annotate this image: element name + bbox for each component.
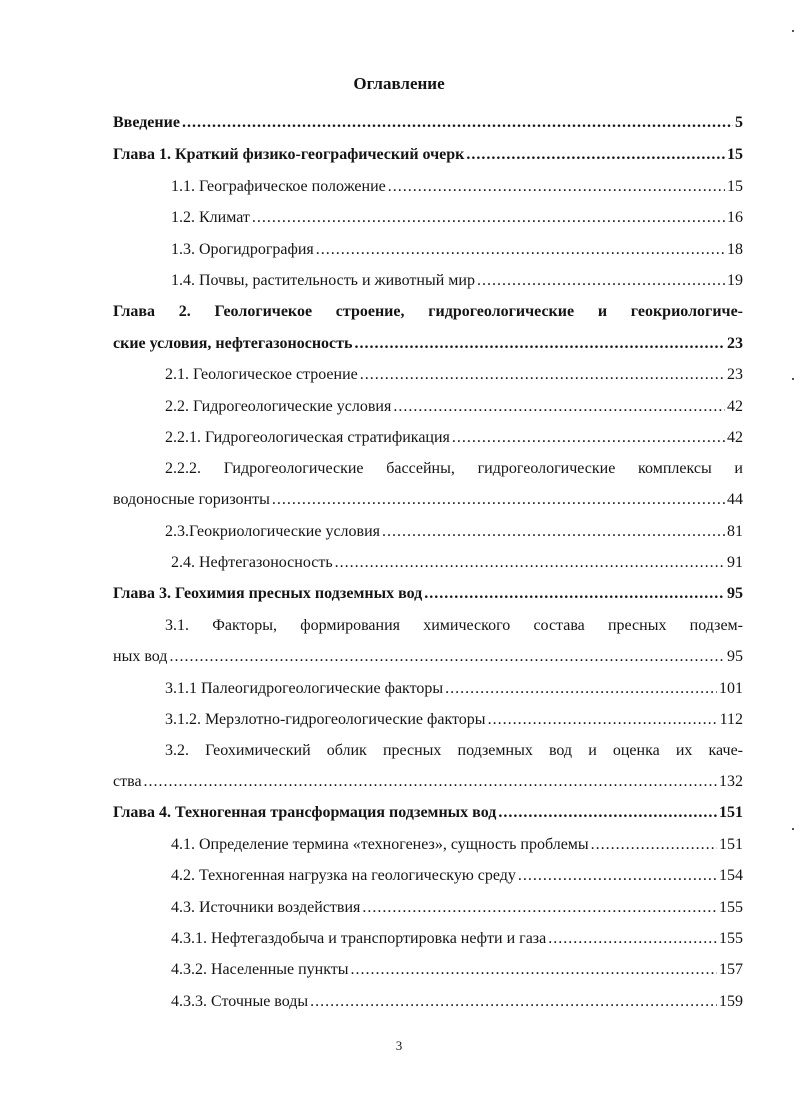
toc-entry-page: 95 xyxy=(727,585,743,602)
toc-entry-text: ства xyxy=(113,773,142,790)
dot-leader xyxy=(591,835,717,855)
toc-entry-text: ных вод xyxy=(113,648,168,665)
toc-entry-page: 101 xyxy=(719,680,743,697)
dot-leader xyxy=(362,898,717,918)
dot-leader xyxy=(310,992,717,1012)
toc-entry-text: 2.1. Геологическое строение xyxy=(165,366,358,383)
toc-entry-text: 1.1. Географическое положение xyxy=(171,178,386,195)
dot-leader xyxy=(169,647,725,667)
toc-entry-page: 42 xyxy=(727,398,743,415)
toc-entry-text: 3.1.2. Мерзлотно-гидрогеологические факторы xyxy=(165,711,486,728)
toc-entry xyxy=(113,584,743,604)
toc-entry-text: 4.2. Техногенная нагрузка на геологическую среду xyxy=(171,867,516,884)
toc-entry xyxy=(113,803,743,823)
toc-entry-text: 4.3. Источники воздействия xyxy=(171,899,361,916)
dot-leader xyxy=(360,365,725,385)
dot-leader xyxy=(354,334,725,354)
dot-leader xyxy=(388,177,725,197)
dot-leader xyxy=(335,553,725,573)
toc-entry xyxy=(165,522,743,542)
toc-entry xyxy=(171,835,743,855)
toc-entry xyxy=(113,113,743,133)
toc-entry-page: 132 xyxy=(719,773,743,790)
toc-entry-text: 2.3.Геокриологические условия xyxy=(165,523,381,540)
toc-entry-text: 4.3.1. Нефтегаздобыча и транспортировка нефти и газа xyxy=(171,930,547,947)
dot-leader xyxy=(445,679,717,699)
toc-entry xyxy=(165,397,743,417)
toc-entry-page: 154 xyxy=(719,867,743,884)
toc-entry-page: 159 xyxy=(719,993,743,1010)
toc-entry xyxy=(171,898,743,918)
dot-leader xyxy=(393,397,725,417)
dot-leader xyxy=(488,710,718,730)
toc-entry xyxy=(113,334,743,354)
toc-entry xyxy=(171,208,743,228)
dot-leader xyxy=(477,271,725,291)
toc-entry-page: 23 xyxy=(727,366,743,383)
toc-entry-page: 42 xyxy=(727,429,743,446)
toc-entry-text: Глава 3. Геохимия пресных подземных вод xyxy=(113,585,423,602)
toc-entry-text: 4.1. Определение термина «техногенез», сущность проблемы xyxy=(171,836,589,853)
scan-speck xyxy=(792,378,794,380)
dot-leader xyxy=(144,772,717,792)
toc-entry-text: 1.2. Климат xyxy=(171,209,250,226)
toc-entry-page: 95 xyxy=(727,648,743,665)
toc-entry-page: 18 xyxy=(727,241,743,258)
toc-entry xyxy=(171,929,743,949)
toc-entry-text: водоносные горизонты xyxy=(113,491,270,508)
toc-entry xyxy=(113,772,743,792)
toc-entry-page: 155 xyxy=(719,930,743,947)
toc-entry-page: 16 xyxy=(727,209,743,226)
dot-leader xyxy=(452,428,725,448)
toc-entry-page: 19 xyxy=(727,272,743,289)
toc-entry-page: 151 xyxy=(719,836,743,853)
toc-entry-page: 23 xyxy=(727,335,743,352)
dot-leader xyxy=(272,490,725,510)
toc-title: Оглавление xyxy=(353,74,445,93)
toc-entry xyxy=(171,177,743,197)
toc-entry xyxy=(165,710,743,730)
toc-entry-line: 2.2.2. Гидрогеологические бассейны, гидрогеологические комплексы и xyxy=(165,460,743,477)
toc-entry-page: 81 xyxy=(727,523,743,540)
toc-entry-text: 2.4. Нефтегазоносность xyxy=(171,554,333,571)
dot-leader xyxy=(351,960,717,980)
toc-entry-page: 157 xyxy=(719,961,743,978)
toc-entry xyxy=(165,365,743,385)
toc-entry xyxy=(171,240,743,260)
toc-entry xyxy=(165,679,743,699)
toc-entry-page: 155 xyxy=(719,899,743,916)
toc-entry-text: 3.1.1 Палеогидрогеологические факторы xyxy=(165,680,444,697)
dot-leader xyxy=(518,866,717,886)
dot-leader xyxy=(382,522,725,542)
toc-entry xyxy=(113,145,743,165)
dot-leader xyxy=(498,803,717,823)
toc-entry-text: 2.2. Гидрогеологические условия xyxy=(165,398,392,415)
toc-entry-text: 4.3.2. Населенные пункты xyxy=(171,961,349,978)
toc-entry-page: 151 xyxy=(719,804,743,821)
toc-entry-line: 3.1. Факторы, формирования химического состава пресных подзем- xyxy=(165,617,743,634)
toc-entry-page: 91 xyxy=(727,554,743,571)
toc-entry-page: 15 xyxy=(727,146,743,163)
toc-entry-text: 1.3. Орогидрография xyxy=(171,241,314,258)
toc-entry xyxy=(171,553,743,573)
scan-speck xyxy=(792,828,794,830)
toc-entry xyxy=(171,960,743,980)
toc-entry-text: ские условия, нефтегазоносность xyxy=(113,335,353,352)
toc-entry-text: Введение xyxy=(113,114,180,131)
dot-leader xyxy=(316,240,725,260)
toc-entry-line: Глава 2. Геологичекое строение, гидрогеологические и геокриологиче- xyxy=(113,303,743,320)
toc-entry-page: 15 xyxy=(727,178,743,195)
toc-entry-text: Глава 1. Краткий физико-географический очерк xyxy=(113,146,465,163)
dot-leader xyxy=(466,145,725,165)
toc-entry xyxy=(171,271,743,291)
toc-entry-text: 1.4. Почвы, растительность и животный мир xyxy=(171,272,475,289)
dot-leader xyxy=(424,584,725,604)
toc-entry xyxy=(113,647,743,667)
toc-entry-text: Глава 4. Техногенная трансформация подземных вод xyxy=(113,804,497,821)
toc-entry-page: 112 xyxy=(719,711,743,728)
toc-entry xyxy=(171,866,743,886)
toc-entry-page: 5 xyxy=(735,114,743,131)
toc-entry-text: 4.3.3. Сточные воды xyxy=(171,993,309,1010)
scan-speck xyxy=(792,30,794,32)
toc-entry-line: 3.2. Геохимический облик пресных подземных вод и оценка их каче- xyxy=(165,742,743,759)
dot-leader xyxy=(252,208,725,228)
toc-entry xyxy=(113,490,743,510)
toc-entry-text: 2.2.1. Гидрогеологическая стратификация xyxy=(165,429,450,446)
toc-entry xyxy=(171,992,743,1012)
toc-entry-page: 44 xyxy=(727,491,743,508)
dot-leader xyxy=(548,929,717,949)
dot-leader xyxy=(182,113,733,133)
page-number: 3 xyxy=(395,1038,403,1053)
toc-entry xyxy=(165,428,743,448)
